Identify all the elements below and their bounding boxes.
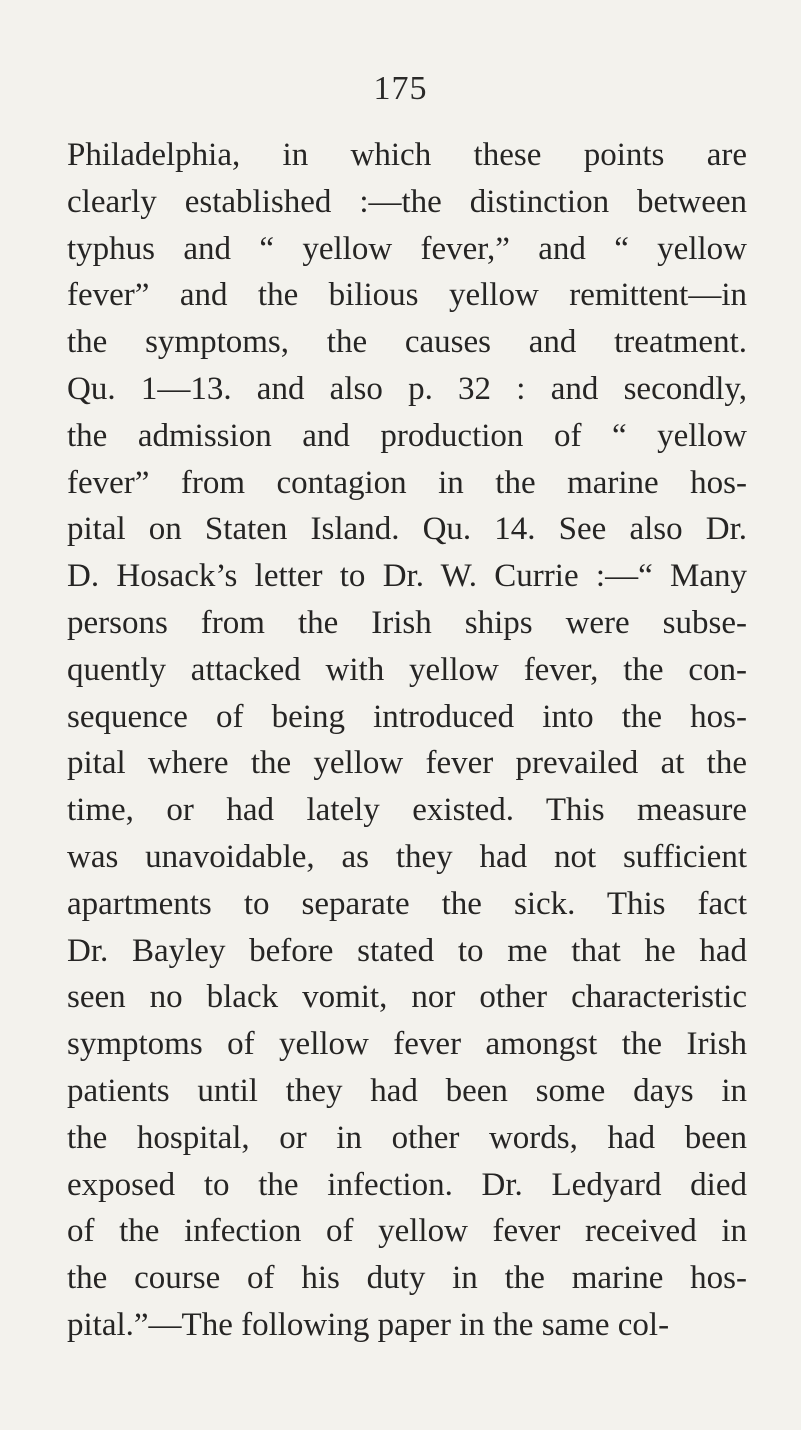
text-line: symptoms of yellow fever amongst the Irish: [67, 1026, 747, 1063]
text-line: the hospital, or in other words, had been: [67, 1119, 747, 1156]
text-line: clearly established :—the distinction between: [67, 183, 747, 220]
text-line: fever” from contagion in the marine hos-: [67, 464, 747, 501]
text-line: of the infection of yellow fever received in: [67, 1213, 747, 1250]
text-line: the symptoms, the causes and treatment.: [67, 324, 747, 361]
text-line: exposed to the infection. Dr. Ledyard died: [67, 1166, 747, 1203]
text-line: time, or had lately existed. This measure: [67, 792, 747, 829]
body-text: [67, 132, 747, 1349]
text-line: Philadelphia, in which these points are: [67, 137, 747, 173]
text-line: pital where the yellow fever prevailed at the: [67, 745, 747, 782]
text-line: persons from the Irish ships were subse-: [67, 604, 747, 641]
text-line: seen no black vomit, nor other characteristic: [67, 979, 747, 1016]
text-line: typhus and “ yellow fever,” and “ yellow: [67, 230, 747, 267]
text-line: the course of his duty in the marine hos-: [67, 1260, 747, 1297]
text-line: quently attacked with yellow fever, the con-: [67, 651, 747, 688]
text-line: the admission and production of “ yellow: [67, 417, 747, 454]
text-line: apartments to separate the sick. This fact: [67, 885, 747, 922]
text-line: patients until they had been some days in: [67, 1072, 747, 1109]
page-number: 175: [373, 70, 428, 107]
text-line: was unavoidable, as they had not sufficient: [67, 838, 747, 875]
text-line: pital.”—The following paper in the same col-: [67, 1306, 670, 1343]
text-line: sequence of being introduced into the hos-: [67, 698, 747, 735]
text-line: Dr. Bayley before stated to me that he had: [67, 932, 747, 969]
text-line: D. Hosack’s letter to Dr. W. Currie :—“ Many: [67, 558, 747, 595]
text-line: fever” and the bilious yellow remittent—in: [67, 277, 747, 314]
text-line: pital on Staten Island. Qu. 14. See also Dr.: [67, 511, 747, 548]
text-line: Qu. 1—13. and also p. 32 : and secondly,: [67, 370, 747, 407]
